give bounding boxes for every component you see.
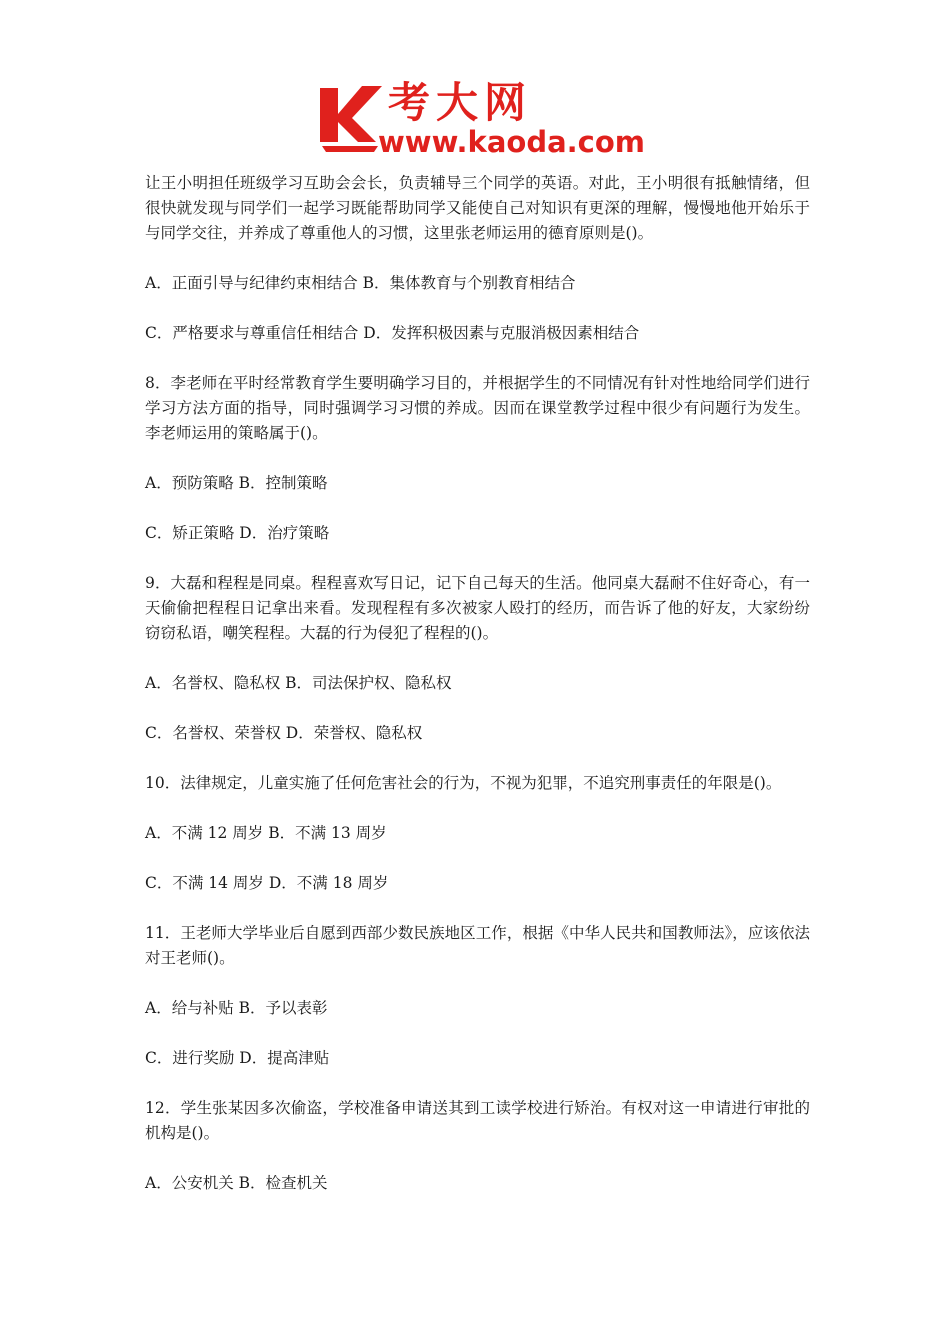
kaoda-logo [318,80,648,160]
question-10-options-ab: A．不满 12 周岁 B．不满 13 周岁 [145,824,387,842]
question-8-stem: 8．李老师在平时经常教育学生要明确学习目的，并根据学生的不同情况有针对性地给同学们进行学习方法方面的指导，同时强调学习习惯的养成。因而在课堂教学过程中很少有问题行为发生。李老师运用的策略属于()。 [145,374,810,442]
question-11-options-cd: C．进行奖励 D．提高津贴 [145,1049,330,1067]
question-12-options-ab: A．公安机关 B．检查机关 [145,1174,328,1192]
question-9-options-cd: C．名誉权、荣誉权 D．荣誉权、隐私权 [145,724,423,742]
question-7-stem-continued: 让王小明担任班级学习互助会会长，负责辅导三个同学的英语。对此，王小明很有抵触情绪，但很快就发现与同学们一起学习既能帮助同学又能使自己对知识有更深的理解，慢慢地他开始乐于与同学交往，并养成了尊重他人的习惯，这里张老师运用的德育原则是()。 [145,174,810,242]
k-logo-icon [318,80,386,160]
question-12-stem: 12．学生张某因多次偷盗，学校准备申请送其到工读学校进行矫治。有权对这一申请进行审批的机构是()。 [145,1099,810,1142]
logo-chinese-name: 考大网 [388,78,533,127]
question-9-stem: 9．大磊和程程是同桌。程程喜欢写日记，记下自己每天的生活。他同桌大磊耐不住好奇心，有一天偷偷把程程日记拿出来看。发现程程有多次被家人殴打的经历，而告诉了他的好友，大家纷纷窃窃私语，嘲笑程程。大磊的行为侵犯了程程的()。 [145,574,810,642]
question-10-options-cd: C．不满 14 周岁 D．不满 18 周岁 [145,874,389,892]
question-7-options-cd: C．严格要求与尊重信任相结合 D．发挥积极因素与克服消极因素相结合 [145,324,640,342]
question-8-options-cd: C．矫正策略 D．治疗策略 [145,524,330,542]
logo-url: www.kaoda.com [378,125,645,159]
question-7-options-ab: A．正面引导与纪律约束相结合 B．集体教育与个别教育相结合 [145,274,576,292]
question-8-options-ab: A．预防策略 B．控制策略 [145,474,328,492]
question-11-stem: 11．王老师大学毕业后自愿到西部少数民族地区工作，根据《中华人民共和国教师法》，应该依法对王老师()。 [145,924,810,967]
question-10-stem: 10．法律规定，儿童实施了任何危害社会的行为，不视为犯罪，不追究刑事责任的年限是()。 [145,774,782,792]
question-11-options-ab: A．给与补贴 B．予以表彰 [145,999,328,1017]
document-body [145,171,810,1221]
question-9-options-ab: A．名誉权、隐私权 B．司法保护权、隐私权 [145,674,452,692]
